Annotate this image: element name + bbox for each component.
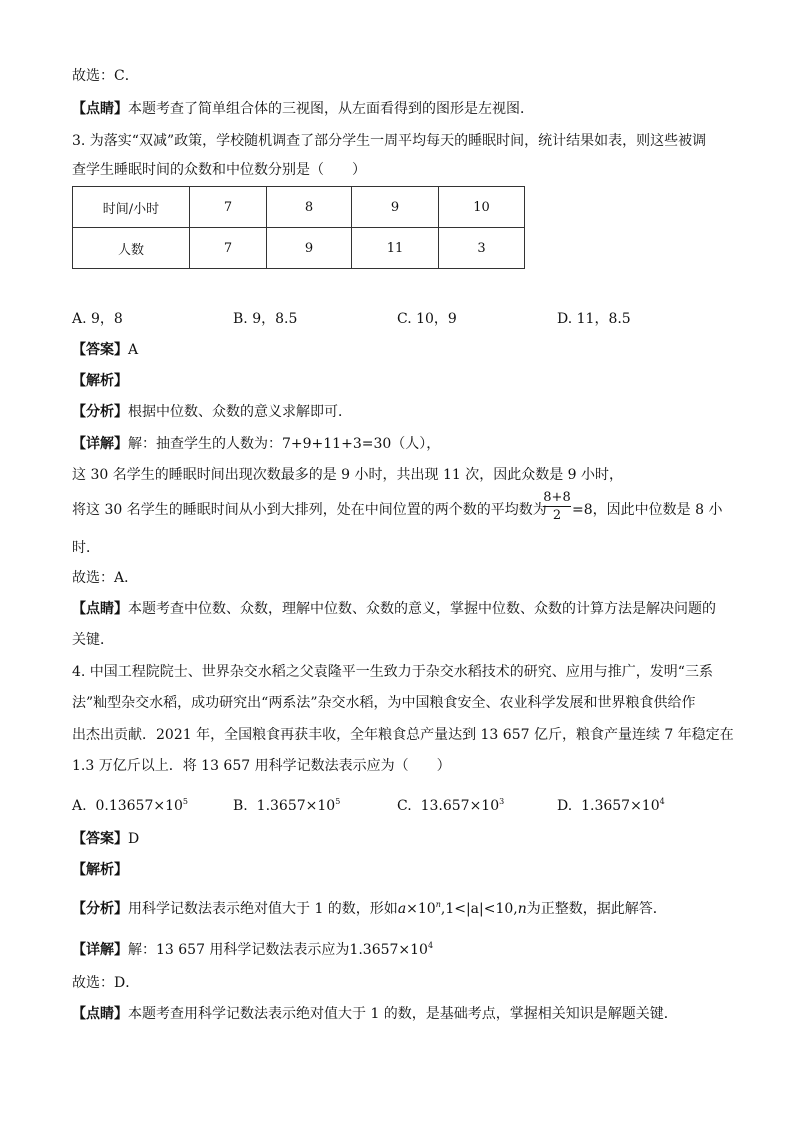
table-cell: 人数 (73, 228, 190, 269)
xiangjie-mantissa: 1.3657×10 (349, 942, 428, 958)
q3-jiexi: 【解析】 (72, 373, 128, 389)
q3-dianjing-line2: 关键． (72, 632, 114, 648)
table-cell: 11 (352, 228, 439, 269)
xiangjie-exponent: 4 (427, 941, 434, 950)
option-label: A. (72, 798, 87, 814)
formula-times: ×10 (406, 901, 436, 917)
dianjing-text: 本题考查了简单组合体的三视图，从左面看得到的图形是左视图． (128, 101, 534, 117)
q3-option-a: A. 9，8 (72, 311, 123, 327)
option-exponent: 5 (182, 797, 189, 806)
option-exponent: 5 (335, 797, 341, 806)
q3-guxuan: 故选：A． (72, 570, 139, 586)
answer-value: A (128, 342, 139, 358)
table-cell: 10 (439, 187, 525, 228)
q4-dianjing (72, 1004, 678, 1024)
option-label: B. (233, 798, 248, 814)
q4-stem-line3: 出杰出贡献．2021 年，全国粮食再获丰收，全年粮食总产量达到 13 657 亿斤，粮食产量连续 7 年稳定在 (72, 727, 734, 743)
option-label: C. (397, 798, 412, 814)
dianjing-tag: 【点睛】 (72, 101, 128, 117)
option-mantissa: 13.657×10 (420, 798, 500, 814)
table-cell: 8 (267, 187, 352, 228)
q3-dianjing-line1 (72, 599, 716, 619)
q4-option-d (557, 792, 665, 816)
formula-exp-n: n (435, 900, 441, 909)
fenxi-tag: 【分析】 (72, 901, 128, 917)
q3-body-line2-post: =8，因此中位数是 8 小 (572, 502, 723, 518)
q3-body-line1: 这 30 名学生的睡眠时间出现次数最多的是 9 小时，共出现 11 次，因此众数是 9 小时， (72, 467, 624, 483)
q4-stem-line1: 4. 中国工程院院士、世界杂交水稻之父袁隆平一生致力于杂交水稻技术的研究、应用与推广，发明“三系 (72, 664, 713, 680)
option-mantissa: 1.3657×10 (581, 798, 660, 814)
line-guxuan-c: 故选：C． (72, 68, 139, 84)
q4-fenxi (72, 895, 667, 919)
q3-body-line2-pre: 将这 30 名学生的睡眠时间从小到大排列，处在中间位置的两个数的平均数为 (72, 502, 547, 518)
q4-xiangjie (72, 936, 433, 960)
table-cell: 9 (352, 187, 439, 228)
table-row (73, 228, 525, 269)
fraction-bar (543, 506, 571, 507)
table-row (73, 187, 525, 228)
answer-tag: 【答案】 (72, 342, 128, 358)
answer-tag: 【答案】 (72, 831, 128, 847)
q4-guxuan: 故选：D． (72, 975, 140, 991)
option-exponent: 3 (499, 797, 505, 806)
fraction-numerator: 8+8 (543, 490, 571, 505)
q3-option-c: C. 10，9 (397, 311, 457, 327)
table-cell: 7 (190, 228, 267, 269)
option-label: D. (557, 798, 573, 814)
xiangjie-text: 解：13 657 用科学记数法表示应为 (128, 942, 350, 958)
dianjing-tag: 【点睛】 (72, 1006, 128, 1022)
fenxi-tag: 【分析】 (72, 404, 128, 420)
q3-stem-line2: 查学生睡眠时间的众数和中位数分别是（ ） (72, 162, 366, 178)
option-mantissa: 0.13657×10 (95, 798, 183, 814)
q4-stem-line4: 1.3 万亿斤以上．将 13 657 用科学记数法表示应为（ ） (72, 758, 451, 774)
q4-stem-line2: 法”籼型杂交水稻，成功研究出“两系法”杂交水稻，为中国粮食安全、农业科学发展和世界粮食供给作 (72, 695, 696, 711)
q4-option-c (397, 792, 504, 816)
option-mantissa: 1.3657×10 (256, 798, 336, 814)
q3-body-line3: 时． (72, 540, 100, 556)
fraction-denominator: 2 (552, 508, 562, 523)
q3-fenxi (72, 402, 352, 422)
q4-jiexi: 【解析】 (72, 862, 128, 878)
sleep-time-table (72, 186, 525, 269)
q4-option-b (233, 792, 340, 816)
line-dianjing-q2 (72, 99, 534, 119)
option-exponent: 4 (659, 797, 665, 806)
fenxi-text-post: 为正整数，据此解答． (526, 901, 667, 917)
table-cell: 7 (190, 187, 267, 228)
xiangjie-text: 解：抽查学生的人数为：7+9+11+3=30（人）， (128, 436, 441, 452)
q4-option-a (72, 792, 188, 816)
formula-rest: ,1<|a|<10, (440, 901, 518, 917)
table-cell: 时间/小时 (73, 187, 190, 228)
q3-xiangjie (72, 434, 440, 454)
q3-option-b: B. 9，8.5 (233, 311, 298, 327)
dianjing-text: 本题考查中位数、众数，理解中位数、众数的意义，掌握中位数、众数的计算方法是解决问题的 (128, 601, 716, 617)
q3-stem-line1: 3. 为落实“双减”政策，学校随机调查了部分学生一周平均每天的睡眠时间，统计结果如表，则这些被调 (72, 133, 707, 149)
table-cell: 3 (439, 228, 525, 269)
answer-value: D (128, 831, 140, 847)
q3-answer (72, 340, 138, 360)
xiangjie-tag: 【详解】 (72, 942, 128, 958)
dianjing-tag: 【点睛】 (72, 601, 128, 617)
q4-answer (72, 829, 139, 849)
dianjing-text: 本题考查用科学记数法表示绝对值大于 1 的数，是基础考点，掌握相关知识是解题关键． (128, 1006, 678, 1022)
formula-a: a (397, 901, 407, 917)
table-cell: 9 (267, 228, 352, 269)
fenxi-text: 根据中位数、众数的意义求解即可． (128, 404, 352, 420)
fraction (543, 490, 571, 523)
formula-n: n (517, 901, 527, 917)
q3-option-d: D. 11，8.5 (557, 311, 631, 327)
xiangjie-tag: 【详解】 (72, 436, 128, 452)
fenxi-text-pre: 用科学记数法表示绝对值大于 1 的数，形如 (128, 901, 398, 917)
